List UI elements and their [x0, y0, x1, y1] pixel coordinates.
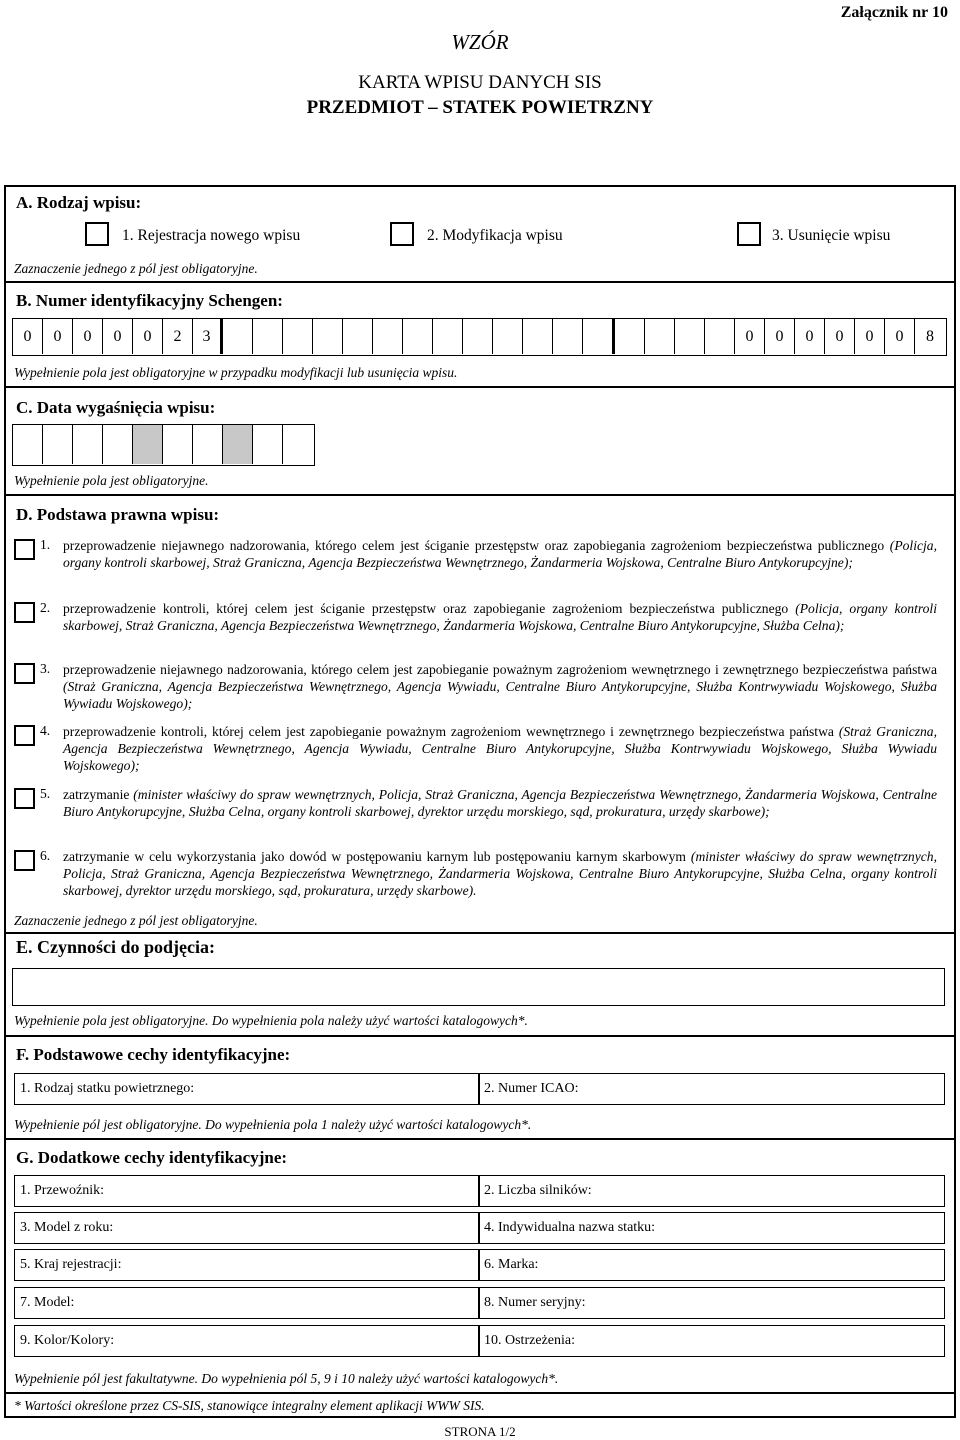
legal-basis-number: 5. — [40, 786, 51, 801]
date-cell — [253, 425, 283, 464]
digit-cell — [463, 319, 493, 354]
date-cell — [103, 425, 133, 464]
icao-number-field[interactable]: 2. Numer ICAO: — [478, 1073, 945, 1105]
digit-cell — [433, 319, 463, 354]
digit-cell: 0 — [885, 319, 915, 354]
section-a-title: A. Rodzaj wpisu: — [16, 193, 142, 212]
digit-cell — [343, 319, 373, 354]
digit-cell — [553, 319, 583, 354]
digit-cell: 0 — [825, 319, 855, 354]
section-e-title: E. Czynności do podjęcia: — [16, 937, 216, 957]
color-field[interactable]: 9. Kolor/Kolory: — [14, 1325, 480, 1357]
checkbox-modify-entry[interactable] — [390, 222, 414, 246]
section-a-note: Zaznaczenie jednego z pól jest obligatoryjne. — [14, 261, 258, 276]
divider — [4, 1392, 956, 1394]
digit-cell — [493, 319, 523, 354]
section-g-title: G. Dodatkowe cechy identyfikacyjne: — [16, 1148, 288, 1167]
divider — [4, 386, 956, 388]
checkbox-legal-basis-2[interactable] — [14, 602, 35, 623]
checkbox-legal-basis-4[interactable] — [14, 725, 35, 746]
section-d-note: Zaznaczenie jednego z pól jest obligatoryjne. — [14, 913, 258, 928]
form-subtitle: PRZEDMIOT – STATEK POWIETRZNY — [306, 97, 654, 118]
divider — [4, 932, 956, 934]
digit-cell: 8 — [926, 328, 934, 345]
digit-cell — [283, 319, 313, 354]
section-c-note: Wypełnienie pola jest obligatoryjne. — [14, 473, 209, 488]
section-c-title: C. Data wygaśnięcia wpisu: — [16, 398, 216, 417]
digit-cell — [223, 319, 253, 354]
digit-cell: 0 — [765, 319, 795, 354]
date-cell — [193, 425, 223, 464]
digit-cell — [313, 319, 343, 354]
digit-cell: 2 — [163, 319, 193, 354]
date-separator-cell — [133, 425, 163, 464]
digit-cell — [675, 319, 705, 354]
section-f-title: F. Podstawowe cechy identyfikacyjne: — [16, 1045, 291, 1064]
digit-cell — [705, 319, 735, 354]
section-g-note: Wypełnienie pól jest fakultatywne. Do wypełnienia pól 5, 9 i 10 należy użyć wartości katalogowych*. — [14, 1371, 559, 1386]
digit-cell — [615, 319, 645, 354]
option-new-entry: 1. Rejestracja nowego wpisu — [122, 227, 301, 244]
attachment-label: Załącznik nr 10 — [840, 4, 948, 21]
digit-cell — [645, 319, 675, 354]
legal-basis-1-text: przeprowadzenie niejawnego nadzorowania, którego celem jest ściganie przestępstw oraz zapobiegania zagrożeniom bezpieczeństwa publicznego (Policja, organy kontroli skarbowej, Straż Graniczna, Agencja Bezpieczeństwa Wewnętrznego, Żandarmeria Wojskowa, Centralne Biuro Antykorupcyjne); — [63, 538, 937, 570]
serial-number-field[interactable]: 8. Numer seryjny: — [478, 1287, 945, 1319]
aircraft-name-field[interactable]: 4. Indywidualna nazwa statku: — [478, 1212, 945, 1244]
divider — [4, 1035, 956, 1037]
template-label: WZÓR — [451, 30, 509, 54]
legal-basis-2-text: przeprowadzenie kontroli, której celem jest ściganie przestępstw oraz zapobieganie zagrożeniom bezpieczeństwa publicznego (Policja, organy kontroli skarbowej, Straż Graniczna, Agencja Bezpieczeństwa Wewnętrznego, Żandarmeria Wojskowa, Centralne Biuro Antykorupcyjne, Służba Celna); — [63, 601, 937, 633]
date-cell — [73, 425, 103, 464]
legal-basis-number: 3. — [40, 661, 51, 676]
date-cell — [283, 425, 313, 464]
carrier-field[interactable]: 1. Przewoźnik: — [14, 1175, 480, 1207]
expiry-date-field[interactable] — [12, 424, 315, 466]
option-delete-entry: 3. Usunięcie wpisu — [772, 227, 891, 244]
registration-country-field[interactable]: 5. Kraj rejestracji: — [14, 1249, 480, 1281]
checkbox-delete-entry[interactable] — [737, 222, 761, 246]
warnings-field[interactable]: 10. Ostrzeżenia: — [478, 1325, 945, 1357]
digit-cell — [373, 319, 403, 354]
digit-cell — [523, 319, 553, 354]
digit-cell — [583, 319, 615, 354]
section-e-note: Wypełnienie pola jest obligatoryjne. Do wypełnienia pola należy użyć wartości katalogowych*. — [14, 1013, 528, 1028]
digit-cell: 0 — [133, 319, 163, 354]
legal-basis-6-text: zatrzymanie w celu wykorzystania jako dowód w postępowaniu karnym lub postępowaniu karnym skarbowym (minister właściwy do spraw wewnętrznych, Policja, Straż Graniczna, Agencja Bezpieczeństwa Wewnętrznego, Żandarmeria Wojskowa, Centralne Biuro Antykorupcyjne, Służba Celna, organy kontroli skarbowej, dyrektor urzędu morskiego, sąd, prokuratura, urzędy skarbowe). — [63, 849, 937, 898]
page-number: STRONA 1/2 — [444, 1424, 516, 1439]
make-field[interactable]: 6. Marka: — [478, 1249, 945, 1281]
legal-basis-4-text: przeprowadzenie kontroli, której celem jest zapobieganie poważnym zagrożeniom wewnętrznego i zewnętrznego bezpieczeństwa państwa (Straż Graniczna, Agencja Bezpieczeństwa Wewnętrznego, Agencja Wywiadu, Centralne Biuro Antykorupcyjne, Służba Kontrwywiadu Wojskowego, Służba Wywiadu Wojskowego); — [63, 724, 937, 773]
form-title: KARTA WPISU DANYCH SIS — [358, 72, 602, 93]
digit-cell: 0 — [855, 319, 885, 354]
legal-basis-number: 4. — [40, 723, 51, 738]
date-separator-cell — [223, 425, 253, 464]
section-d-title: D. Podstawa prawna wpisu: — [16, 505, 220, 524]
digit-cell — [253, 319, 283, 354]
digit-cell: 0 — [43, 319, 73, 354]
checkbox-new-entry[interactable] — [85, 222, 109, 246]
digit-cell: 0 — [735, 319, 765, 354]
checkbox-legal-basis-3[interactable] — [14, 663, 35, 684]
digit-cell: 0 — [13, 319, 43, 354]
checkbox-legal-basis-6[interactable] — [14, 850, 35, 871]
date-cell — [13, 425, 43, 464]
legal-basis-5-text: zatrzymanie (minister właściwy do spraw wewnętrznych, Policja, Straż Graniczna, Agencja Bezpieczeństwa Wewnętrznego, Żandarmeria Wojskowa, Centralne Biuro Antykorupcyjne, Służba Celna, organy kontroli skarbowej, dyrektor urzędu morskiego, sąd, prokuratura, urzędy skarbowe); — [63, 787, 937, 819]
checkbox-legal-basis-1[interactable] — [14, 539, 35, 560]
legal-basis-number: 1. — [40, 537, 51, 552]
digit-cell: 3 — [193, 319, 223, 354]
legal-basis-number: 2. — [40, 600, 51, 615]
date-cell — [163, 425, 193, 464]
section-b-note: Wypełnienie pola jest obligatoryjne w przypadku modyfikacji lub usunięcia wpisu. — [14, 365, 458, 380]
digit-cell: 0 — [73, 319, 103, 354]
option-modify-entry: 2. Modyfikacja wpisu — [427, 227, 563, 244]
aircraft-type-field[interactable]: 1. Rodzaj statku powietrznego: — [14, 1073, 480, 1105]
legal-basis-number: 6. — [40, 848, 51, 863]
checkbox-legal-basis-5[interactable] — [14, 788, 35, 809]
footnote: * Wartości określone przez CS-SIS, stanowiące integralny element aplikacji WWW SIS. — [14, 1398, 485, 1413]
engine-count-field[interactable]: 2. Liczba silników: — [478, 1175, 945, 1207]
actions-field[interactable] — [12, 968, 945, 1006]
digit-cell: 0 — [103, 319, 133, 354]
divider — [4, 494, 956, 496]
model-year-field[interactable]: 3. Model z roku: — [14, 1212, 480, 1244]
divider — [4, 1138, 956, 1140]
legal-basis-3-text: przeprowadzenie niejawnego nadzorowania, którego celem jest zapobieganie poważnym zagrożeniom wewnętrznego i zewnętrznego bezpieczeństwa państwa (Straż Graniczna, Agencja Bezpieczeństwa Wewnętrznego, Agencja Wywiadu, Centralne Biuro Antykorupcyjne, Służba Kontrwywiadu Wojskowego, Służba Wywiadu Wojskowego); — [63, 662, 937, 711]
digit-cell: 0 — [795, 319, 825, 354]
model-field[interactable]: 7. Model: — [14, 1287, 480, 1319]
digit-cell — [403, 319, 433, 354]
divider — [4, 281, 956, 283]
schengen-number-field[interactable] — [12, 318, 947, 356]
date-cell — [43, 425, 73, 464]
section-f-note: Wypełnienie pól jest obligatoryjne. Do wypełnienia pola 1 należy użyć wartości katalogowych*. — [14, 1117, 532, 1132]
section-b-title: B. Numer identyfikacyjny Schengen: — [16, 291, 283, 310]
